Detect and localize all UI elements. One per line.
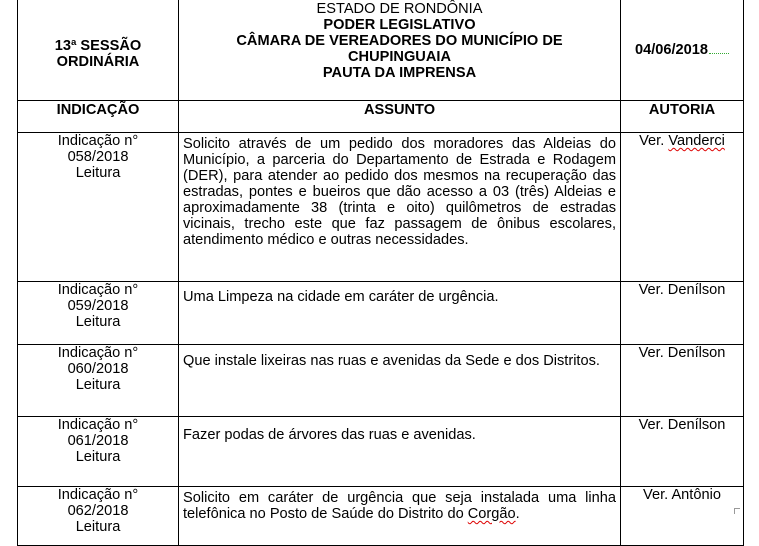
column-header-assunto: ASSUNTO xyxy=(179,101,621,133)
assunto-cell xyxy=(179,487,621,546)
indicacao-status: Leitura xyxy=(75,165,121,181)
indicacao-cell xyxy=(18,345,179,417)
column-header-autoria: AUTORIA xyxy=(621,101,744,133)
header-row xyxy=(18,0,744,101)
indicacao-number: 061/2018 xyxy=(67,433,129,449)
indicacao-label: Indicação n° xyxy=(57,133,139,149)
municipality-name: CHUPINGUAIA xyxy=(348,49,451,65)
grammar-mark xyxy=(709,49,729,54)
indicacao-label: Indicação n° xyxy=(57,487,139,503)
autoria-name: Vanderci xyxy=(668,133,725,149)
indicacao-number: 060/2018 xyxy=(67,361,129,377)
table-end-marker xyxy=(734,508,740,514)
agenda-table xyxy=(17,0,744,546)
table-row xyxy=(18,487,744,546)
autoria-cell: Ver. Denílson xyxy=(621,345,744,417)
indicacao-cell xyxy=(18,417,179,487)
assunto-cell: Solicito através de um pedido dos moradores das Aldeias do Município, a parceria do Departamento de Estrada e Rodagem (DER), para atender ao pedido dos mesmos na recuperação das estradas, pontes e bueiros que dão acesso a 03 (três) Aldeias e aproximadamente 38 (trinta e oito) quilômetros de estradas vicinais, trecho este que faz passagem de ônibus escolares, atendimento médico e outras necessidades. xyxy=(179,133,621,282)
assunto-text-end: . xyxy=(515,506,520,522)
session-cell xyxy=(18,0,179,101)
autoria-prefix: Ver. xyxy=(639,133,669,149)
indicacao-status: Leitura xyxy=(75,314,121,330)
indicacao-cell xyxy=(18,487,179,546)
indicacao-label: Indicação n° xyxy=(57,345,139,361)
indicacao-number: 058/2018 xyxy=(67,149,129,165)
indicacao-status: Leitura xyxy=(75,449,121,465)
indicacao-number: 059/2018 xyxy=(67,298,129,314)
session-number: 13ª SESSÃO xyxy=(54,37,142,54)
indicacao-cell xyxy=(18,133,179,282)
indicacao-cell xyxy=(18,282,179,345)
autoria-cell: Ver. Denílson xyxy=(621,417,744,487)
assunto-cell: Uma Limpeza na cidade em caráter de urgência. xyxy=(179,282,621,345)
state-name: ESTADO DE RONDÔNIA xyxy=(316,1,483,17)
chamber-title: CÂMARA DE VEREADORES DO MUNICÍPIO DE xyxy=(236,33,563,49)
date-cell xyxy=(621,0,744,101)
table-row xyxy=(18,133,744,282)
indicacao-status: Leitura xyxy=(75,377,121,393)
column-header-indicacao: INDICAÇÃO xyxy=(18,101,179,133)
assunto-text: Solicito em caráter de urgência que seja instalada uma linha telefônica no Posto de Saúde do Distrito do xyxy=(183,490,616,522)
branch-title: PODER LEGISLATIVO xyxy=(323,17,476,33)
document-title: PAUTA DA IMPRENSA xyxy=(322,65,477,81)
title-cell xyxy=(179,0,621,101)
autoria-cell xyxy=(621,133,744,282)
session-type: ORDINÁRIA xyxy=(56,53,140,70)
assunto-cell: Que instale lixeiras nas ruas e avenidas da Sede e dos Distritos. xyxy=(179,345,621,417)
assunto-cell: Fazer podas de árvores das ruas e avenidas. xyxy=(179,417,621,487)
column-header-row xyxy=(18,101,744,133)
indicacao-label: Indicação n° xyxy=(57,282,139,298)
indicacao-number: 062/2018 xyxy=(67,503,129,519)
indicacao-status: Leitura xyxy=(75,519,121,535)
table-row xyxy=(18,282,744,345)
session-date: 04/06/2018 xyxy=(634,41,709,58)
table-row xyxy=(18,345,744,417)
table-row xyxy=(18,417,744,487)
indicacao-label: Indicação n° xyxy=(57,417,139,433)
spellcheck-flagged-word: Corgão xyxy=(467,506,516,522)
autoria-cell: Ver. Denílson xyxy=(621,282,744,345)
autoria-cell: Ver. Antônio xyxy=(621,487,744,546)
